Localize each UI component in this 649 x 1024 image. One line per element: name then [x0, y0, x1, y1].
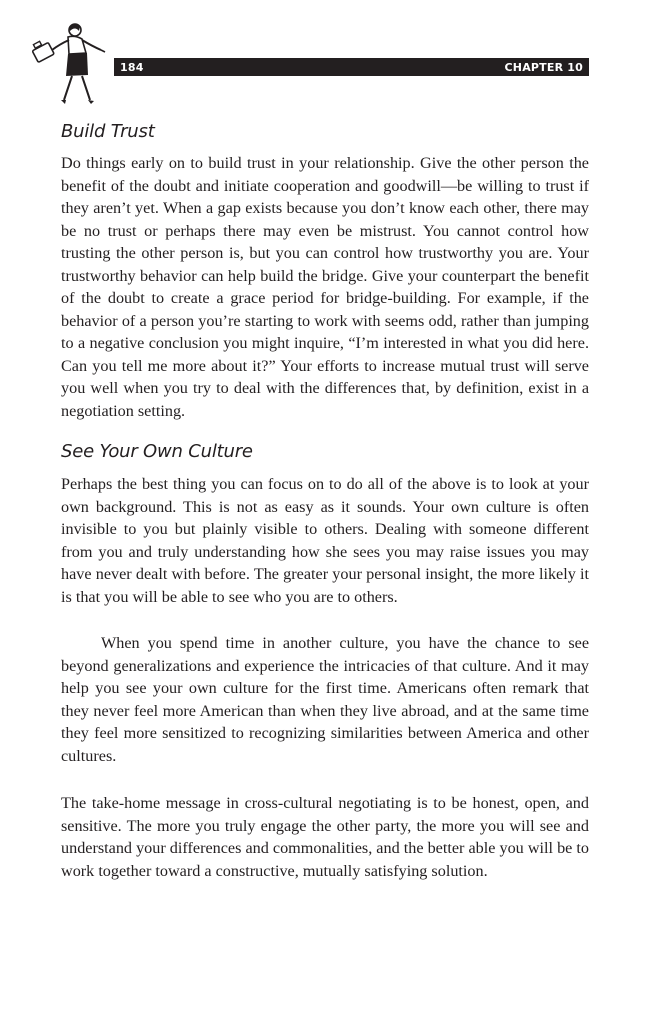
own-culture-paragraph-2: When you spend time in another culture, you have the chance to see beyond generalizations and experience the intricacies of that culture. And it may help you see your own culture for the first time. Americans often remark that they never feel more American than when they live abroad, and at the same time they feel more sensitized to recognizing similarities between America and other cultures.: [61, 634, 589, 765]
page-number: 184: [120, 60, 144, 74]
section-heading-build-trust: Build Trust: [61, 121, 155, 142]
businesswoman-illustration: [28, 20, 108, 108]
running-header: [114, 58, 589, 76]
chapter-label: CHAPTER 10: [504, 60, 583, 74]
closing-paragraph: The take-home message in cross-cultural negotiating is to be honest, open, and sensitive. The more you truly engage the other party, the more you will see and understand your differences and commonalities, and the better able you will be to work together toward a constructive, mutually satisfying solution.: [61, 794, 589, 880]
section-heading-see-your-own-culture: See Your Own Culture: [61, 441, 253, 462]
own-culture-paragraph-1: Perhaps the best thing you can focus on to do all of the above is to look at your own background. This is not as easy as it sounds. Your own culture is often invisible to you but plainly visible to others. Dealing with someone different from you and truly understanding how she sees you may raise issues you may have never dealt with before. The greater your personal insight, the more likely it is that you will be able to see who you are to others.: [61, 475, 589, 606]
build-trust-paragraph: Do things early on to build trust in your relationship. Give the other person the benefit of the doubt and initiate cooperation and goodwill—be willing to trust if they aren’t yet. When a gap exists because you don’t know each other, there may be no trust or perhaps there may even be mistrust. You cannot control how trusting the other person is, but you can control how trustworthy you are. Your trustworthy behavior can help build the bridge. Give your counterpart the benefit of the doubt to create a grace period for bridge-building. For example, if the behavior of a person you’re starting to work with seems odd, rather than jumping to a negative conclusion you might inquire, “I’m interested in what you did here. Can you tell me more about it?” Your efforts to increase mutual trust will serve you well when you try to deal with the differences that, by definition, exist in a negotiation setting.: [61, 154, 589, 420]
